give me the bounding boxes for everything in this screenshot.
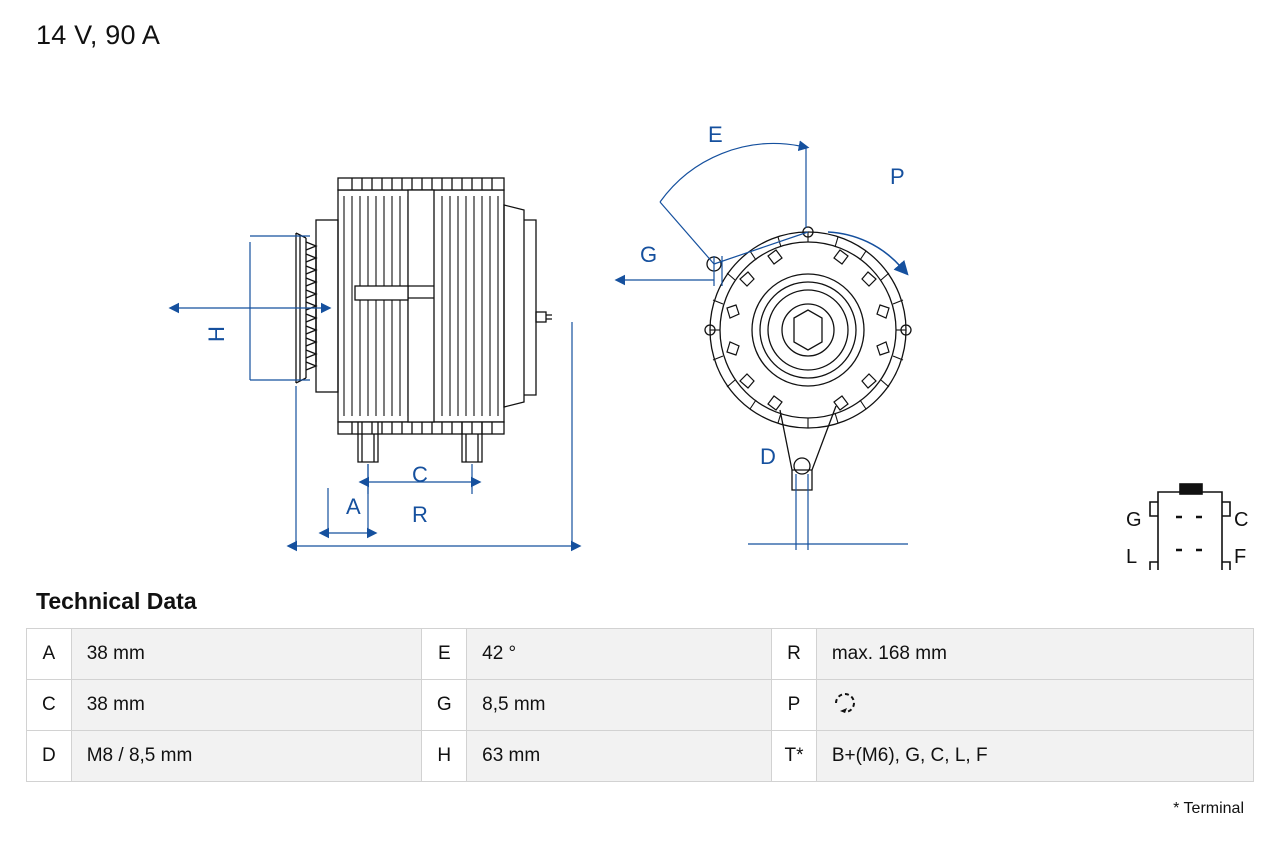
rotation-direction-icon (832, 690, 858, 720)
row-key-g: G (422, 680, 467, 731)
row-value-g: 8,5 mm (467, 680, 772, 731)
row-value-p (816, 680, 1253, 731)
table-footnote: * Terminal (1173, 800, 1244, 817)
connector-pinout-icon (1150, 484, 1230, 570)
connector-label-G: G (1126, 509, 1142, 531)
dimension-label-E: E (708, 122, 723, 147)
dimension-label-R: R (412, 502, 428, 527)
connector-label-F: F (1234, 546, 1247, 568)
row-key-t: T* (772, 731, 817, 782)
dimension-label-G: G (640, 242, 658, 267)
dimension-D (748, 474, 908, 550)
row-value-t: B+(M6), G, C, L, F (816, 731, 1253, 782)
row-key-p: P (772, 680, 817, 731)
row-key-e: E (422, 629, 467, 680)
row-value-h: 63 mm (467, 731, 772, 782)
table-row (27, 629, 1254, 680)
row-key-d: D (27, 731, 72, 782)
alternator-side-view-icon (296, 178, 552, 462)
dimension-label-H: H (204, 326, 229, 342)
page-title: 14 V, 90 A (36, 20, 161, 50)
dimension-E (660, 144, 808, 264)
row-value-d: M8 / 8,5 mm (71, 731, 422, 782)
table-row (27, 680, 1254, 731)
table-row (27, 731, 1254, 782)
alternator-front-view-icon (705, 227, 911, 490)
dimension-label-C: C (412, 462, 428, 487)
dimension-label-P: P (890, 164, 905, 189)
technical-data-title: Technical Data (36, 588, 197, 614)
dimension-label-D: D (760, 444, 776, 469)
row-key-a: A (27, 629, 72, 680)
connector-label-C: C (1234, 509, 1249, 531)
row-key-c: C (27, 680, 72, 731)
row-value-r: max. 168 mm (816, 629, 1253, 680)
row-key-h: H (422, 731, 467, 782)
row-key-r: R (772, 629, 817, 680)
row-value-a: 38 mm (71, 629, 422, 680)
row-value-c: 38 mm (71, 680, 422, 731)
row-value-e: 42 ° (467, 629, 772, 680)
technical-data-table (26, 628, 1254, 782)
dimension-label-A: A (346, 494, 361, 519)
connector-label-L: L (1126, 546, 1138, 568)
technical-drawing (0, 50, 1280, 570)
